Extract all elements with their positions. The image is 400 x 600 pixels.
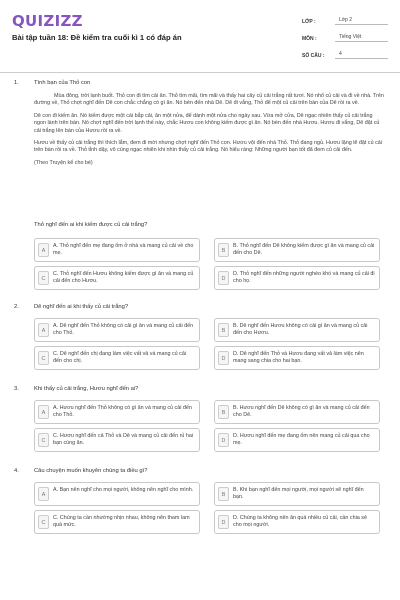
question-prompt: Thỏ nghĩ đến ai khi kiếm được củ cải trắng? — [34, 222, 148, 228]
option-letter: A — [38, 405, 49, 419]
option-letter: C — [38, 433, 49, 447]
meta-key: MÔN : — [302, 36, 317, 42]
answer-option-d[interactable] — [214, 266, 380, 290]
option-letter: C — [38, 351, 49, 365]
option-letter: A — [38, 487, 49, 501]
question-number: 3. — [14, 386, 19, 392]
option-letter: D — [218, 515, 229, 529]
answer-option-b[interactable] — [214, 318, 380, 342]
option-text: B. Dê nghĩ đến Hươu không có cải gì ăn và mang củ cải đến cho Hươu. — [233, 323, 368, 337]
question-number: 4. — [14, 468, 19, 474]
passage-paragraph: Mùa đông, trời lạnh buốt. Thỏ con đi tìm cải ăn. Thỏ tìm mãi, tìm mãi và thấy hai cây củ cải trắng rất tươi. Nó nhổ củ cải và đi về nhà. Trên đường về, Thỏ chợt nghĩ đến Dê con chắc chẳng có gì ăn. Nó bèn đến nhà Dê. Dê đi vắng, Thỏ để một củ cải trên bàn của Dê rồi ra về. — [34, 93, 384, 107]
answer-option-c[interactable] — [34, 346, 200, 370]
option-text: B. Khi bạn nghĩ đến mọi người, mọi người sẽ nghĩ đến bạn. — [233, 487, 364, 501]
option-text: C. Chúng ta cần nhường nhịn nhau, không nên tham lam quá mức. — [53, 515, 190, 529]
question-number: 2. — [14, 304, 19, 310]
option-letter: B — [218, 487, 229, 501]
option-letter: C — [38, 271, 49, 285]
answer-option-b[interactable] — [214, 238, 380, 262]
meta-key: LỚP : — [302, 19, 316, 25]
answer-option-c[interactable] — [34, 266, 200, 290]
option-letter: B — [218, 243, 229, 257]
question-number: 1. — [14, 80, 19, 86]
passage-source: (Theo Truyện kể cho bé) — [34, 159, 93, 166]
answer-option-d[interactable] — [214, 510, 380, 534]
worksheet-title: Bài tập tuần 18: Đề kiểm tra cuối kì 1 có đáp án — [12, 33, 182, 42]
meta-row-subject — [302, 29, 388, 42]
meta-fields — [302, 12, 388, 63]
question-prompt: Dê nghĩ đến ai khi thấy củ cải trắng? — [34, 304, 129, 310]
option-letter: D — [218, 433, 229, 447]
question-prompt: Câu chuyện muốn khuyên chúng ta điều gì? — [34, 468, 148, 474]
answer-option-d[interactable] — [214, 428, 380, 452]
option-text: C. Dê nghĩ đến chị đang làm việc vất vả và mang củ cải đến cho chị. — [53, 351, 187, 365]
answer-option-b[interactable] — [214, 482, 380, 506]
option-letter: B — [218, 323, 229, 337]
option-text: B. Hươu nghĩ đến Dê không có gì ăn và mang củ cải đến cho Dê. — [233, 405, 370, 419]
option-letter: C — [38, 515, 49, 529]
option-letter: A — [38, 243, 49, 257]
answer-option-a[interactable] — [34, 400, 200, 424]
option-text: D. Hươu nghĩ đến mẹ đang ốm nên mang củ cải qua cho mẹ. — [233, 433, 370, 447]
option-text: A. Hươu nghĩ đến Thỏ không có gì ăn và mang củ cải đến cho Thỏ. — [53, 405, 192, 419]
option-letter: B — [218, 405, 229, 419]
passage-paragraph: Dê con đi kiếm ăn. Nó kiếm được một cái bắp cải, ăn một nửa, để dành một nửa cho ngày sau. Vừa mở cửa, Dê ngạc nhiên thấy củ cải trắng ngon lành trên bàn. Nó chợt nghĩ đến trời lạnh thế này, chắc Hươu con không kiếm được gì ăn. Nó bèn đến nhà Hươu. Hươu đi vắng, Dê đặt củ cải trắng lên bàn của Hươu rồi ra về. — [34, 112, 380, 134]
meta-row-count — [302, 46, 388, 59]
meta-value: Tiếng Việt — [335, 33, 388, 42]
answer-option-c[interactable] — [34, 428, 200, 452]
passage-paragraph: Hươu về thấy củ cải trắng thì thích lắm, đem đi mời nhưng chợt nghĩ đến Thỏ con. Hươu vội đến nhà Thỏ. Thỏ đang ngủ. Hươu lặng lẽ đặt củ cải trên bàn rồi ra về. Thỏ tỉnh dậy, vô cùng ngạc nhiên khi nhìn thấy củ cải trắng. Nó hiểu ràng: Những người bạn tốt đã đem củ cải đến. — [34, 140, 382, 154]
question-prompt: Khi thấy củ cải trắng, Hươu nghĩ đến ai? — [34, 386, 139, 392]
passage-title: Tình bạn của Thỏ con — [34, 80, 91, 86]
option-text: D. Chúng ta không nên ăn quá nhiều củ cải, cần chia sẻ cho mọi người. — [233, 515, 367, 529]
answer-option-a[interactable] — [34, 482, 200, 506]
worksheet-header — [0, 0, 400, 68]
answer-option-d[interactable] — [214, 346, 380, 370]
meta-row-class — [302, 12, 388, 25]
meta-value: Lớp 2 — [335, 16, 388, 25]
reading-passage — [34, 93, 384, 172]
option-text: D. Thỏ nghĩ đến những người nghèo khó và mang củ cải đi cho họ. — [233, 271, 375, 285]
option-text: A. Bạn nên nghĩ cho mọi người, không nên nghĩ cho mình. — [53, 487, 194, 493]
quizizz-logo: QUIZIZZ — [12, 12, 83, 30]
option-text: B. Thỏ nghĩ đến Dê không kiếm được gì ăn và mang củ cải đến cho Dê. — [233, 243, 375, 257]
meta-key: SỐ CÂU : — [302, 53, 325, 59]
header-divider — [0, 72, 400, 73]
option-letter: D — [218, 351, 229, 365]
option-letter: D — [218, 271, 229, 285]
option-text: A. Thỏ nghĩ đến mẹ đang ốm ở nhà và mang củ cải về cho mẹ. — [53, 243, 194, 257]
answer-option-c[interactable] — [34, 510, 200, 534]
option-text: C. Hươu nghĩ đến cả Thỏ và Dê và mang củ cải đến rủ hai bạn cùng ăn. — [53, 433, 194, 447]
option-letter: A — [38, 323, 49, 337]
meta-value: 4 — [335, 50, 388, 59]
answer-option-b[interactable] — [214, 400, 380, 424]
answer-option-a[interactable] — [34, 238, 200, 262]
answer-option-a[interactable] — [34, 318, 200, 342]
option-text: A. Dê nghĩ đến Thỏ không có cải gì ăn và mang củ cải đến cho Thỏ. — [53, 323, 194, 337]
option-text: C. Thỏ nghĩ đến Hươu không kiếm được gì ăn và mang củ cải đến cho Hươu. — [53, 271, 194, 285]
option-text: D. Dê nghĩ đến Thỏ và Hươu đang vất vả làm việc nên mang sang chia cho hai bạn. — [233, 351, 364, 365]
